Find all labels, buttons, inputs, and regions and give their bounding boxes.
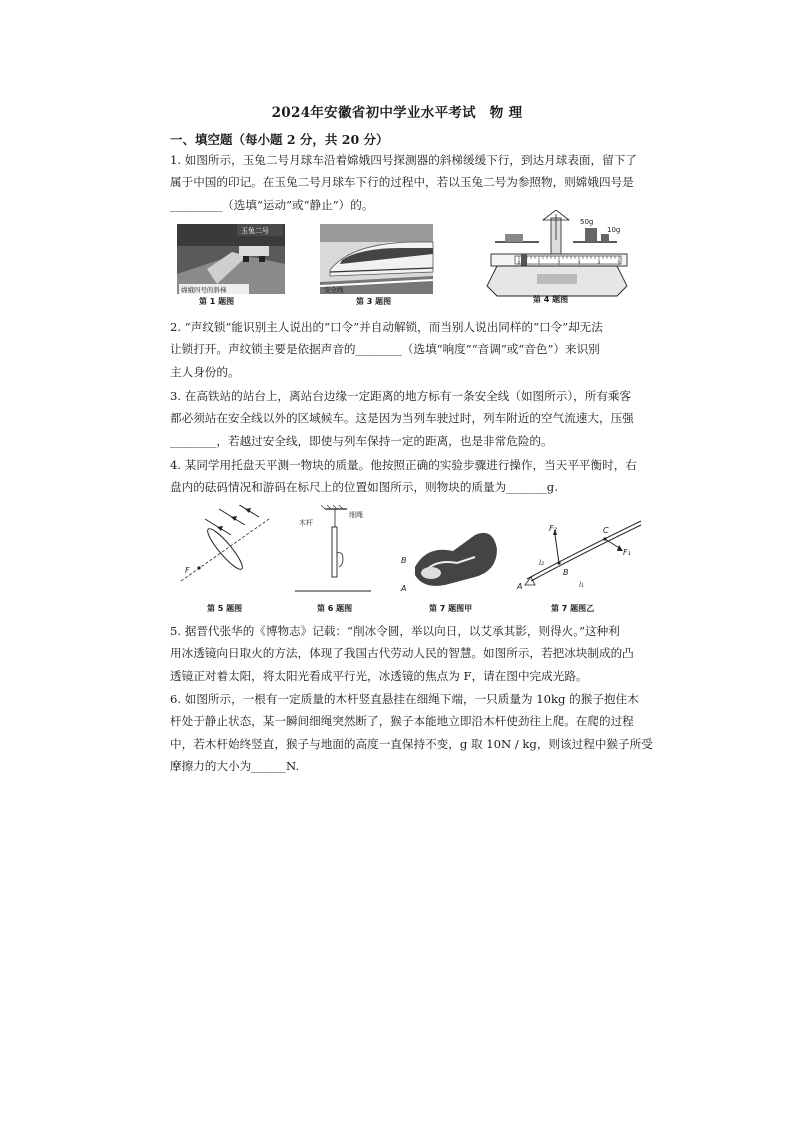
question-6	[170, 688, 653, 778]
figure-7a-label-a: A	[401, 584, 407, 593]
scale-tick-label: 0	[517, 261, 521, 267]
figure-5-focus-label: F	[185, 566, 190, 575]
figure-7b-label-c: C	[603, 526, 609, 535]
question-1	[170, 149, 637, 216]
question-4	[170, 454, 637, 499]
figure-7b-label-b: B	[563, 568, 569, 577]
section-heading: 一、填空题（每小题 2 分，共 20 分）	[170, 132, 389, 147]
figure-1-label-bottom: 嫦娥四号的斜梯	[181, 286, 227, 294]
figure-1	[177, 224, 292, 308]
figure-6-rod	[295, 505, 371, 591]
figure-7b-label-a: A	[517, 582, 523, 591]
figure-4-weight-2: 10g	[607, 226, 621, 234]
figure-4-weight-1: 50g	[580, 218, 594, 226]
figure-6-caption: 第 6 题图	[317, 604, 353, 613]
figure-1-photo	[177, 224, 292, 308]
question-5-line: 透镜正对着太阳，将太阳光看成平行光，冰透镜的焦点为 F，请在图中完成光路。	[170, 668, 588, 683]
question-6-line: 中，若木杆始终竖直，猴子与地面的高度一直保持不变，g 取 10N / kg，则该过程中猴子所受	[170, 736, 653, 751]
question-5	[170, 620, 634, 687]
scale-tick-label: 5	[617, 261, 621, 267]
figure-6-rope-label: 细绳	[349, 511, 363, 519]
question-5-line: 用冰透镜向日取火的方法，体现了我国古代劳动人民的智慧。如图所示，若把冰块制成的凸	[170, 646, 634, 661]
question-1-line: 属于中国的印记。在玉兔二号月球车下行的过程中，若以玉兔二号为参照物，则嫦娥四号是	[170, 175, 634, 190]
scale-tick-label: 4	[597, 261, 601, 267]
question-6-line: 摩擦力的大小为______N.	[170, 759, 300, 774]
question-1-line: _________（选填“运动”或“静止”）的。	[170, 197, 374, 212]
question-4-line: 盘内的砝码情况和游码在标尺上的位置如图所示，则物块的质量为_______g.	[170, 480, 558, 495]
figure-7a-caption: 第 7 题图甲	[429, 604, 473, 613]
figure-3	[320, 224, 436, 308]
question-4-line: 4. 某同学用托盘天平测一物块的质量。他按照正确的实验步骤进行操作，当天平平衡时，右	[170, 458, 637, 472]
figure-3-label: 安全线	[324, 286, 344, 294]
question-3-line: 都必须站在安全线以外的区域候车。这是因为当列车驶过时，列车附近的空气流速大，压强	[170, 411, 634, 426]
figure-7b-diagram	[516, 521, 641, 591]
figure-7a-photo	[400, 533, 497, 593]
figure-3-caption: 第 3 题图	[356, 297, 392, 306]
scale-tick-label: 3	[577, 261, 581, 267]
question-1-line: 1. 如图所示，玉兔二号月球车沿着嫦娥四号探测器的斜梯缓缓下行，到达月球表面，留下了	[170, 153, 637, 167]
question-2-line: 让锁打开。声纹锁主要是依据声音的________（选填“响度”“音调”或“音色”）来识别	[170, 342, 600, 357]
figure-5-lens	[181, 505, 269, 581]
figure-7b-label-l1: l₁	[579, 581, 584, 589]
figure-5-caption: 第 5 题图	[207, 604, 243, 613]
figure-1-label-top: 玉兔二号	[241, 227, 269, 235]
figure-row-2-drawing	[175, 505, 645, 618]
scale-tick-label: 1	[537, 261, 541, 267]
figure-6-rod-label: 木杆	[299, 519, 313, 527]
question-3-line: ________，若越过安全线，即使与列车保持一定的距离，也是非常危险的。	[170, 433, 553, 448]
figure-7a-label-b: B	[401, 556, 407, 565]
figure-4-caption: 第 4 题图	[533, 295, 569, 304]
scale-tick-label: 2	[557, 261, 561, 267]
figure-4	[477, 210, 637, 308]
figure-1-caption: 第 1 题图	[199, 297, 235, 306]
figure-7b-label-l2: l₂	[539, 559, 544, 567]
question-2-line: 2. “声纹锁”能识别主人说出的“口令”并自动解锁，而当别人说出同样的“口令”却无法	[170, 320, 603, 334]
question-6-line: 6. 如图所示，一根有一定质量的木杆竖直悬挂在细绳下端，一只质量为 10kg 的猴子抱住木	[170, 692, 639, 706]
figure-7b-label-f1: F₁	[623, 548, 631, 557]
question-6-line: 杆处于静止状态，某一瞬间细绳突然断了，猴子本能地立即沿木杆使劲往上爬。在爬的过程	[170, 714, 634, 729]
question-2	[170, 316, 625, 383]
figure-7b-caption: 第 7 题图乙	[551, 604, 595, 613]
question-3	[170, 385, 634, 452]
page-title: 2024年安徽省初中学业水平考试 物 理	[271, 105, 523, 121]
question-5-line: 5. 据晋代张华的《博物志》记载：“削冰令圆，举以向日，以艾承其影，则得火。”这种利	[170, 624, 620, 638]
question-2-line: 主人身份的。	[170, 364, 240, 379]
question-3-line: 3. 在高铁站的站台上，离站台边缘一定距离的地方标有一条安全线（如图所示），所有乘客	[170, 389, 632, 403]
figure-7b-label-f2: F₂	[549, 524, 557, 533]
figure-row-2	[175, 505, 645, 618]
